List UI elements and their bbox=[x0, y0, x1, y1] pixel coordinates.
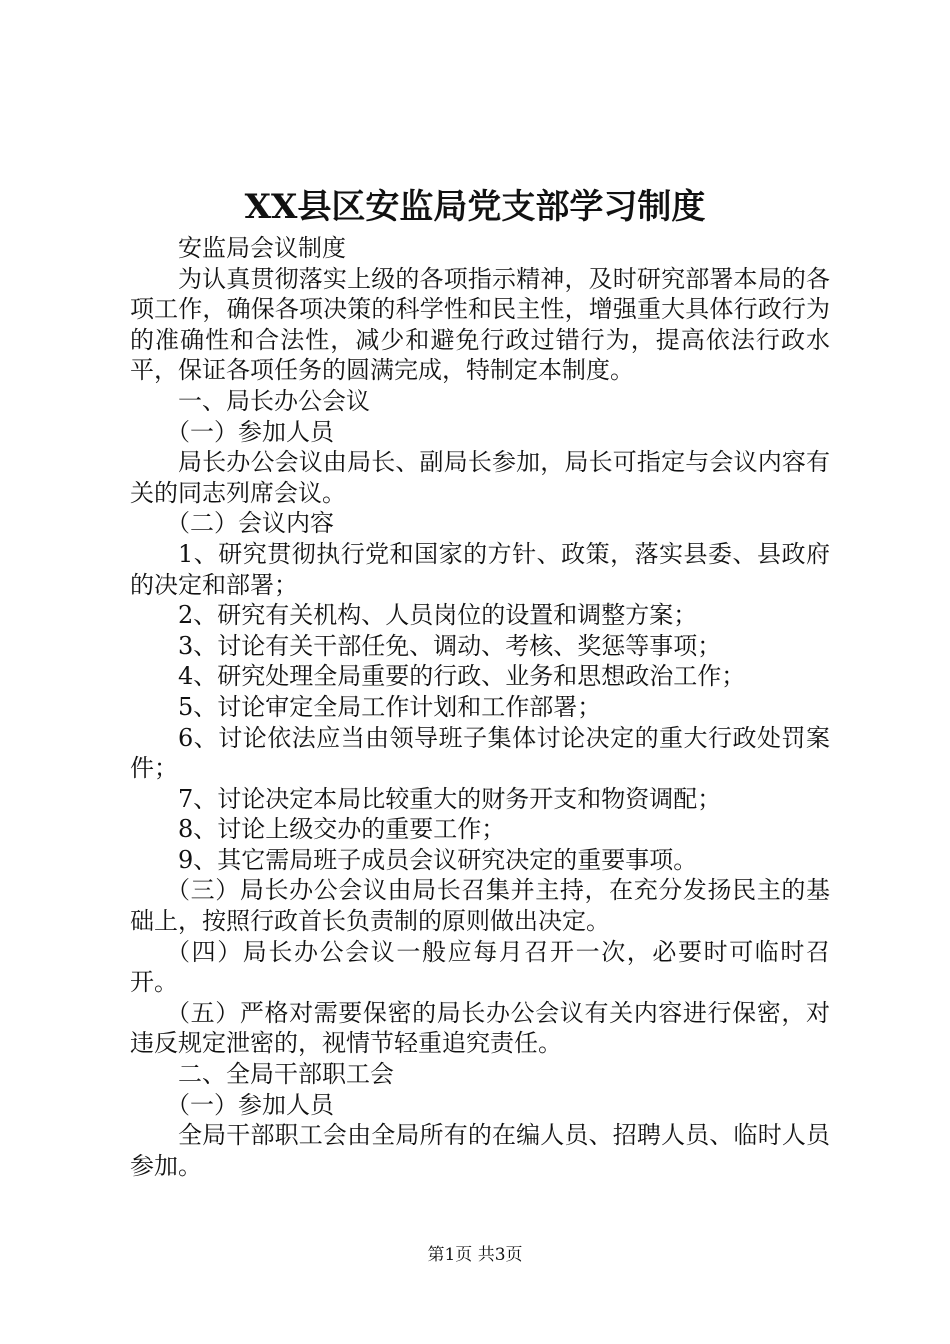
list-item: 6、讨论依法应当由领导班子集体讨论决定的重大行政处罚案件； bbox=[130, 723, 830, 783]
document-body bbox=[130, 233, 830, 1181]
paragraph-heading: 安监局会议制度 bbox=[178, 234, 346, 262]
list-item: 9、其它需局班子成员会议研究决定的重要事项。 bbox=[178, 845, 698, 874]
list-item: 3、讨论有关干部任免、调动、考核、奖惩等事项； bbox=[178, 631, 722, 660]
section-heading: 一、局长办公会议 bbox=[178, 386, 370, 415]
subsection-heading: （一）参加人员 bbox=[166, 417, 334, 446]
list-item: 5、讨论审定全局工作计划和工作部署； bbox=[178, 692, 602, 721]
list-item: 2、研究有关机构、人员岗位的设置和调整方案； bbox=[178, 601, 698, 630]
document-title: XX县区安监局党支部学习制度 bbox=[244, 187, 706, 227]
list-item: 8、讨论上级交办的重要工作； bbox=[178, 815, 506, 844]
paragraph: （四）局长办公会议一般应每月召开一次，必要时可临时召开。 bbox=[130, 937, 830, 997]
list-item: 7、讨论决定本局比较重大的财务开支和物资调配； bbox=[178, 784, 722, 813]
subsection-heading: （二）会议内容 bbox=[166, 509, 334, 538]
paragraph: （五）严格对需要保密的局长办公会议有关内容进行保密，对违反规定泄密的，视情节轻重追究责任。 bbox=[130, 998, 830, 1058]
paragraph: （三）局长办公会议由局长召集并主持，在充分发扬民主的基础上，按照行政首长负责制的原则做出决定。 bbox=[130, 876, 830, 936]
section-heading: 二、全局干部职工会 bbox=[178, 1060, 394, 1089]
paragraph: 局长办公会议由局长、副局长参加，局长可指定与会议内容有关的同志列席会议。 bbox=[130, 448, 830, 507]
subsection-heading: （一）参加人员 bbox=[166, 1090, 334, 1119]
page-number: 第1页 共3页 bbox=[427, 1245, 523, 1265]
paragraph-intro: 为认真贯彻落实上级的各项指示精神，及时研究部署本局的各项工作，确保各项决策的科学性和民主性，增强重大具体行政行为的准确性和合法性，减少和避免行政过错行为，提高依法行政水平，保证各项任务的圆满完成，特制定本制度。 bbox=[130, 264, 830, 385]
paragraph: 全局干部职工会由全局所有的在编人员、招聘人员、临时人员参加。 bbox=[130, 1121, 830, 1180]
list-item: 1、研究贯彻执行党和国家的方针、政策，落实县委、县政府的决定和部署； bbox=[130, 539, 830, 599]
list-item: 4、研究处理全局重要的行政、业务和思想政治工作； bbox=[178, 662, 746, 691]
